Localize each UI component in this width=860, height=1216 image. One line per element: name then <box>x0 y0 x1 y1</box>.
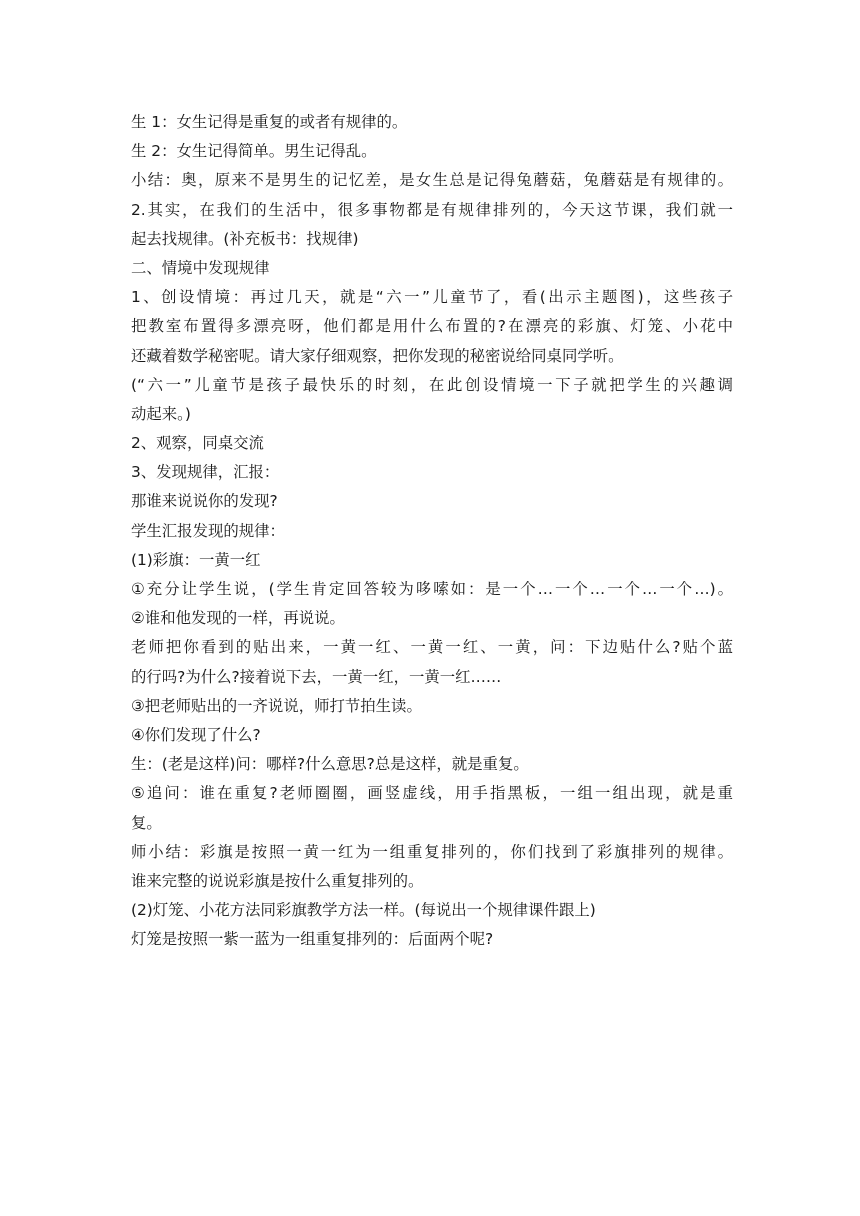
text-line: 老师把你看到的贴出来，一黄一红、一黄一红、一黄，问：下边贴什么?贴个蓝 <box>131 638 733 657</box>
text-line: 师小结：彩旗是按照一黄一红为一组重复排列的，你们找到了彩旗排列的规律。 <box>131 842 733 861</box>
text-line: 2.其实，在我们的生活中，很多事物都是有规律排列的，今天这节课，我们就一 <box>131 200 733 219</box>
text-line: 1、创设情境：再过几天，就是“六一”儿童节了，看(出示主题图)，这些孩子 <box>131 288 733 307</box>
text-line: ⑤追问：谁在重复?老师圈圈，画竖虚线，用手指黑板，一组一组出现，就是重 <box>131 784 733 803</box>
text-line: ②谁和他发现的一样，再说说。 <box>131 609 345 628</box>
text-line: 生：(老是这样)问：哪样?什么意思?总是这样，就是重复。 <box>131 755 529 774</box>
text-line: 起去找规律。(补充板书：找规律) <box>131 229 359 248</box>
text-line: 灯笼是按照一紫一蓝为一组重复排列的：后面两个呢? <box>131 930 494 949</box>
text-line: 二、情境中发现规律 <box>131 258 270 277</box>
text-line: 2、观察，同桌交流 <box>131 434 264 453</box>
text-line: 3、发现规律，汇报： <box>131 463 280 482</box>
text-line: 生 1：女生记得是重复的或者有规律的。 <box>131 113 408 131</box>
text-line: 还藏着数学秘密呢。请大家仔细观察，把你发现的秘密说给同桌同学听。 <box>131 346 624 365</box>
document-body <box>131 108 733 954</box>
text-line: 动起来。) <box>131 404 191 423</box>
text-line: ①充分让学生说，(学生肯定回答较为哆嗦如：是一个…一个…一个…一个…)。 <box>131 580 733 598</box>
text-line: 复。 <box>131 813 162 832</box>
text-line: 小结：奥，原来不是男生的记忆差，是女生总是记得兔蘑菇，兔蘑菇是有规律的。 <box>131 171 733 190</box>
text-line: (1)彩旗：一黄一红 <box>131 550 261 569</box>
text-line: 把教室布置得多漂亮呀，他们都是用什么布置的?在漂亮的彩旗、灯笼、小花中 <box>131 317 733 336</box>
text-line: (2)灯笼、小花方法同彩旗教学方法一样。(每说出一个规律课件跟上) <box>131 901 596 920</box>
text-line: 谁来完整的说说彩旗是按什么重复排列的。 <box>131 871 424 890</box>
text-line: 的行吗?为什么?接着说下去，一黄一红，一黄一红…… <box>131 667 502 686</box>
text-line: ③把老师贴出的一齐说说，师打节拍生读。 <box>131 696 422 715</box>
text-line: (“六一”儿童节是孩子最快乐的时刻，在此创设情境一下子就把学生的兴趣调 <box>131 375 733 394</box>
text-line: 生 2：女生记得简单。男生记得乱。 <box>131 142 377 161</box>
text-line: ④你们发现了什么? <box>131 725 261 744</box>
text-line: 那谁来说说你的发现? <box>131 492 278 511</box>
text-line: 学生汇报发现的规律： <box>131 521 285 540</box>
